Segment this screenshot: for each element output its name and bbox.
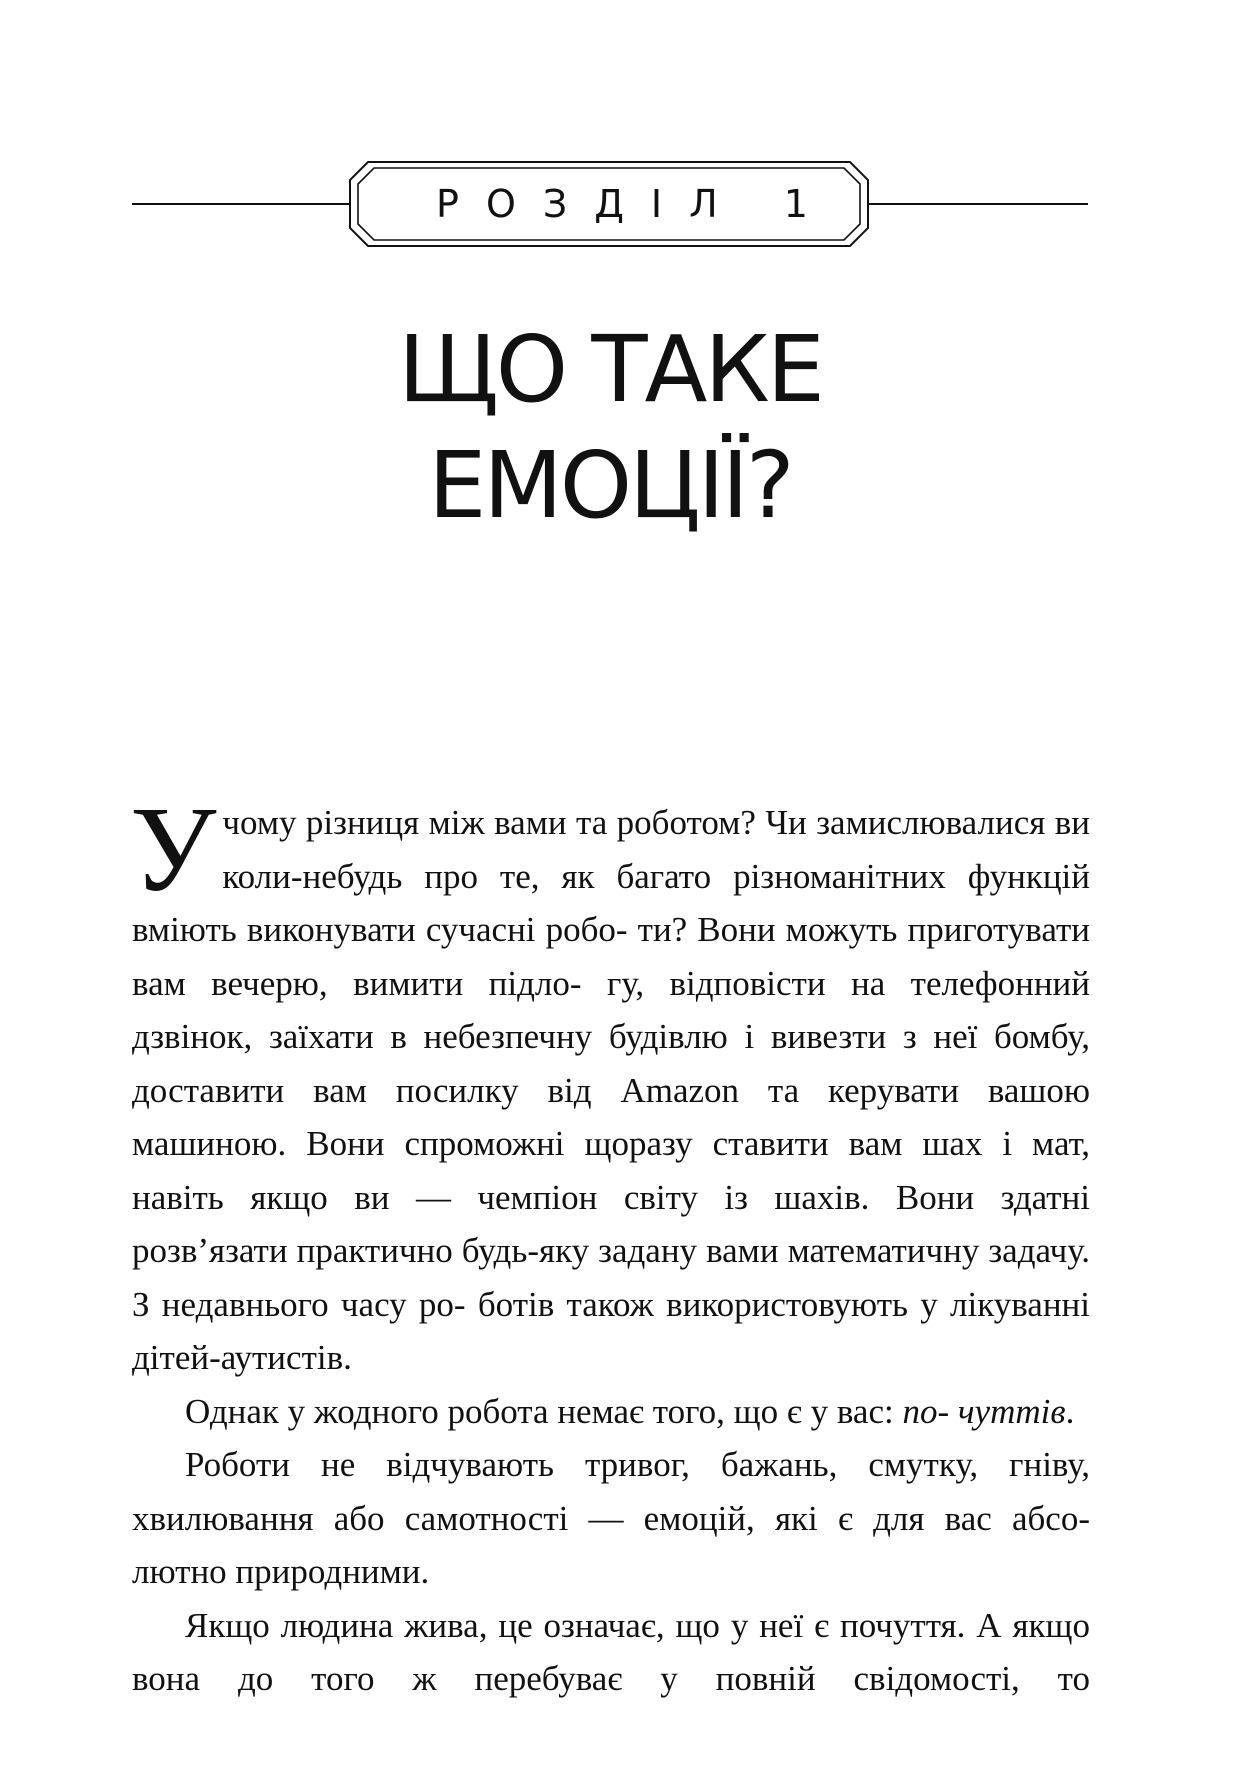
- text-line: гу, відповісти на телефонний дзвінок, заїхати в небезпечну: [132, 963, 1091, 1056]
- paragraph-3: [132, 1438, 1090, 1599]
- text-line: задану вами математичну задачу. З недавнього часу ро-: [132, 1231, 1091, 1324]
- text-line: чому різниця між вами та роботом?: [222, 803, 756, 842]
- text-line: А якщо вона до того ж перебуває у повній свідомості, то: [132, 1605, 1090, 1698]
- text-line: лютно природними.: [132, 1552, 430, 1591]
- text-line: .: [1065, 1391, 1075, 1431]
- text-line: хвилювання або самотності — емоцій, які є для вас абсо-: [132, 1498, 1090, 1538]
- text-line: будівлю і вивезти з неї бомбу, доставити вам посилку від: [132, 1017, 1091, 1110]
- text-line: світу із шахів. Вони здатні розв’язати практично будь-яку: [132, 1177, 1091, 1270]
- text-line: ботів також використовують у лікуванні дітей-аутистів.: [132, 1284, 1091, 1377]
- text-line: ти? Вони можуть приготувати вам вечерю, вимити підло-: [132, 910, 1091, 1003]
- chapter-title: [132, 312, 1088, 544]
- chapter-header: [132, 158, 1088, 250]
- text-line: Чи замислювалися ви коли-небудь про те, як багато: [222, 803, 1091, 896]
- text-line: Однак у жодного робота немає того, що є у вас:: [185, 1391, 903, 1431]
- emphasis-text: чуттів: [957, 1391, 1066, 1431]
- paragraph-4: [132, 1599, 1090, 1706]
- paragraph-1: [130, 782, 1091, 1385]
- text-line: щоразу ставити вам шах і мат, навіть якщо ви — чемпіон: [132, 1124, 1091, 1217]
- body-text: [130, 782, 1091, 1706]
- drop-cap: У: [130, 782, 217, 917]
- chapter-label: РОЗДІЛ 1: [436, 182, 835, 226]
- emphasis-text: по-: [902, 1391, 950, 1431]
- text-line: різноманітних функцій вміють виконувати сучасні робо-: [132, 856, 1091, 949]
- chapter-title-line-2: ЕМОЦІЇ?: [428, 432, 792, 539]
- text-line: Якщо людина жива, це означає, що у неї є почуття.: [185, 1605, 966, 1645]
- chapter-title-line-1: ЩО ТАКЕ: [398, 316, 822, 423]
- text-line: Amazon та керувати вашою машиною. Вони спроможні: [132, 1070, 1091, 1163]
- text-line: Роботи не відчувають тривог, бажань, смутку, гніву,: [185, 1445, 1090, 1484]
- paragraph-2: [132, 1385, 1090, 1439]
